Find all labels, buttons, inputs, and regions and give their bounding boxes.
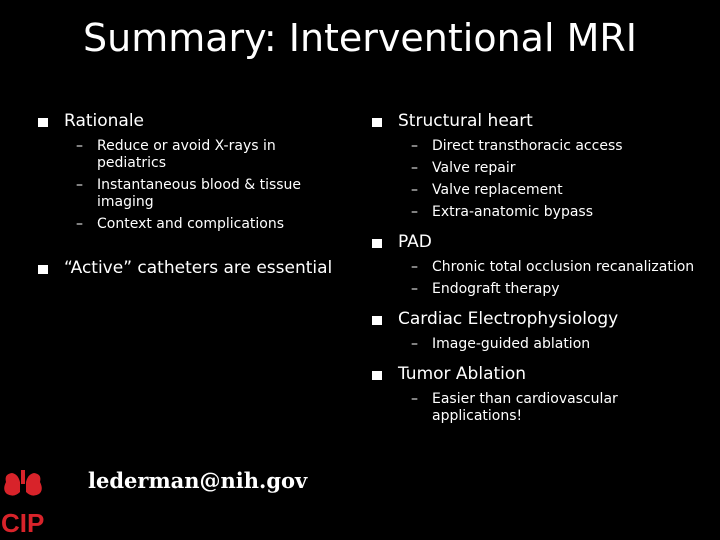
bullet-structural-heart — [370, 110, 715, 221]
dash-icon: – — [411, 182, 418, 198]
bullet-tumor-ablation — [370, 363, 715, 425]
trachea-icon — [21, 470, 25, 484]
right-column — [370, 110, 715, 430]
bullet-pad — [370, 231, 715, 298]
sub-item: – Chronic total occlusion recanalization — [411, 259, 695, 275]
sub-item: – Reduce or avoid X-rays in pediatrics — [76, 138, 276, 171]
bullet-label: Structural heart — [398, 111, 533, 131]
dash-icon: – — [411, 138, 418, 154]
sub-item: – Valve replacement — [411, 182, 563, 198]
sub-item: – Endograft therapy — [411, 281, 560, 297]
sub-item: – Valve repair — [411, 160, 516, 176]
dash-icon: – — [411, 204, 418, 220]
slide-title: Summary: Interventional MRI — [82, 16, 637, 60]
dash-icon: – — [411, 336, 418, 352]
dash-icon: – — [411, 281, 418, 297]
bullet-label: PAD — [398, 232, 432, 252]
square-bullet-icon — [372, 239, 382, 248]
sub-item: – Easier than cardiovascular applications! — [411, 391, 618, 424]
sub-item: – Instantaneous blood & tissue imaging — [76, 177, 302, 210]
square-bullet-icon — [372, 316, 382, 325]
dash-icon: – — [411, 160, 418, 176]
square-bullet-icon — [38, 118, 48, 127]
bullet-label: Rationale — [64, 111, 145, 131]
bullet-label: “Active” catheters are essential — [64, 258, 333, 278]
dash-icon: – — [411, 259, 418, 275]
square-bullet-icon — [372, 118, 382, 127]
dash-icon: – — [411, 391, 418, 407]
dash-icon: – — [76, 177, 83, 193]
dash-icon: – — [76, 216, 83, 232]
square-bullet-icon — [372, 371, 382, 380]
sub-item: – Direct transthoracic access — [411, 138, 623, 154]
left-column — [36, 110, 336, 279]
bullet-cardiac-ep — [370, 308, 715, 353]
contact-email-link[interactable]: lederman@nih.gov — [88, 468, 308, 493]
sub-item: – Image-guided ablation — [411, 336, 591, 352]
bullet-label: Tumor Ablation — [398, 364, 527, 384]
dash-icon: – — [76, 138, 83, 154]
bullet-rationale — [36, 110, 336, 233]
logo-text: CIP — [1, 508, 45, 538]
sub-item: – Context and complications — [76, 216, 285, 232]
cip-logo — [0, 470, 46, 540]
bullet-active-catheters — [36, 257, 336, 279]
square-bullet-icon — [38, 265, 48, 274]
sub-item: – Extra-anatomic bypass — [411, 204, 593, 220]
bullet-label: Cardiac Electrophysiology — [398, 309, 619, 329]
